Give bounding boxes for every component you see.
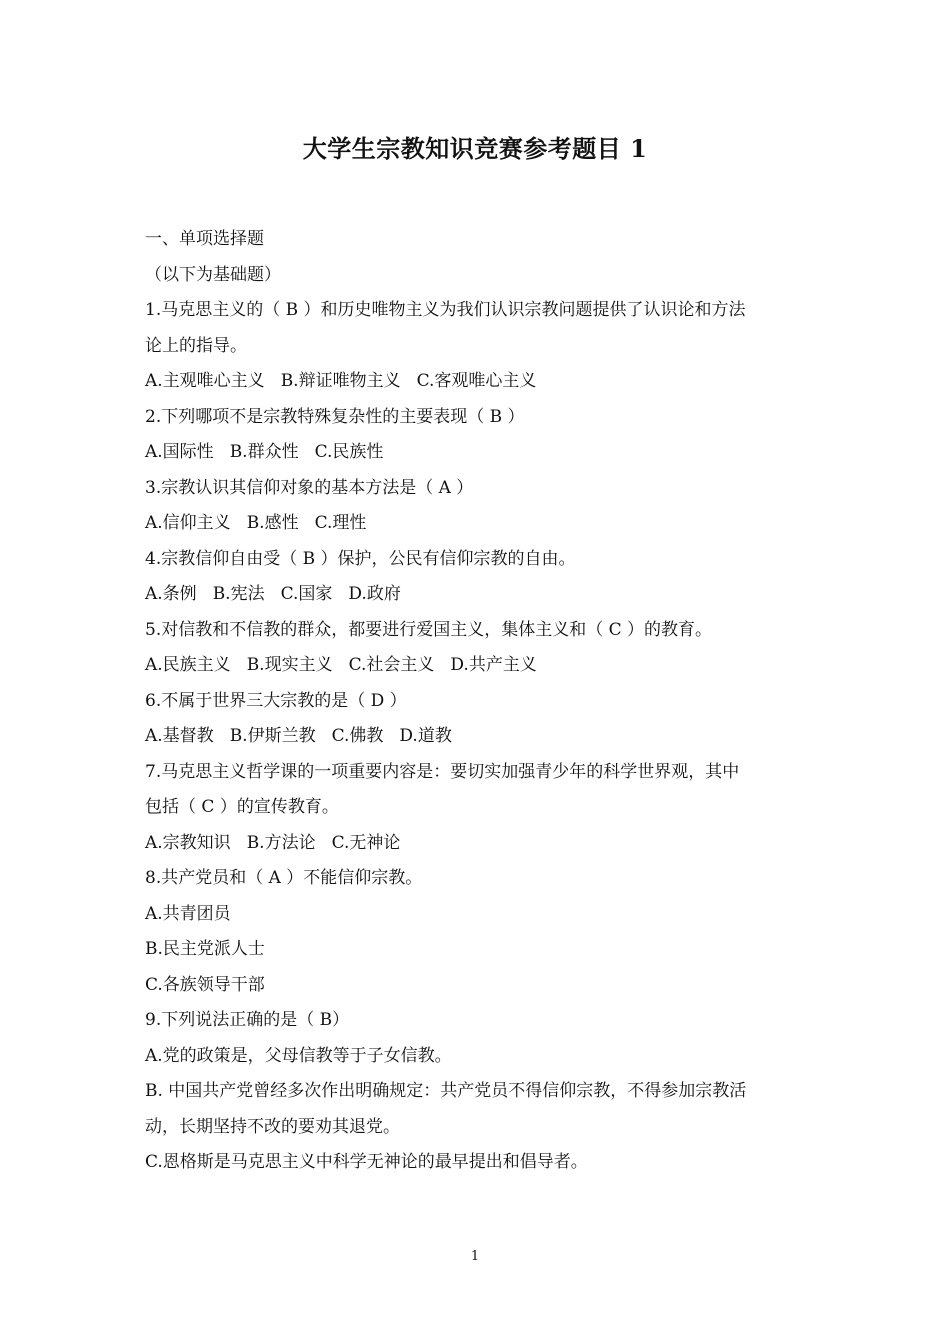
question-2-stem: 2.下列哪项不是宗教特殊复杂性的主要表现（ B ）	[145, 406, 525, 427]
option: A.信仰主义	[145, 513, 231, 533]
question-7-stem-line2: 包括（ C ）的宣传教育。	[145, 797, 339, 817]
question-9-option-b-line2: 动，长期坚持不改的要劝其退党。	[145, 1116, 400, 1137]
option: A.条例	[145, 584, 197, 604]
question-2-options	[145, 435, 810, 471]
option: A.基督教	[145, 726, 214, 746]
question-6-options	[145, 719, 810, 755]
option: C.佛教	[331, 726, 384, 746]
option: A.宗教知识	[145, 832, 231, 853]
section-heading: 一、单项选择题	[145, 229, 264, 249]
subsection-note: （以下为基础题）	[145, 264, 281, 285]
option: B.感性	[246, 513, 299, 533]
question-8-option-c: C.各族领导干部	[145, 974, 265, 995]
option: A.民族主义	[145, 655, 231, 675]
question-5-options	[145, 648, 810, 684]
question-3-stem: 3.宗教认识其信仰对象的基本方法是（ A ）	[145, 477, 474, 498]
question-4-options	[145, 577, 810, 613]
question-9-option-a: A.党的政策是，父母信教等于子女信教。	[145, 1045, 452, 1066]
document-body	[145, 222, 810, 1181]
option: B.现实主义	[246, 655, 333, 675]
option: B.群众性	[229, 442, 299, 462]
option: A.主观唯心主义	[145, 371, 265, 391]
option: C.国家	[280, 584, 333, 604]
option: C.客观唯心主义	[416, 371, 537, 391]
option: B.辩证唯物主义	[280, 371, 401, 391]
question-9-stem: 9.下列说法正确的是（ B）	[145, 1010, 350, 1030]
option: B.宪法	[212, 584, 265, 604]
question-6-stem: 6.不属于世界三大宗教的是（ D ）	[145, 690, 407, 711]
question-7-stem-line1: 7.马克思主义哲学课的一项重要内容是：要切实加强青少年的科学世界观，其中	[145, 761, 740, 782]
question-3-options	[145, 506, 810, 542]
question-8-option-a: A.共青团员	[145, 903, 231, 924]
question-4-stem: 4.宗教信仰自由受（ B ）保护，公民有信仰宗教的自由。	[145, 548, 576, 569]
option: C.无神论	[331, 832, 401, 853]
question-5-stem: 5.对信教和不信教的群众，都要进行爱国主义，集体主义和（ C ）的教育。	[145, 619, 713, 640]
option: D.道教	[399, 726, 452, 746]
option: C.社会主义	[348, 655, 435, 675]
option: A.国际性	[145, 442, 214, 462]
document-title: 大学生宗教知识竞赛参考题目 1	[302, 134, 648, 163]
option: C.理性	[314, 513, 367, 533]
question-1-stem-line2: 论上的指导。	[145, 335, 247, 356]
question-9-option-b-line1: B. 中国共产党曾经多次作出明确规定：共产党员不得信仰宗教，不得参加宗教活	[145, 1081, 747, 1101]
option: C.民族性	[314, 442, 384, 462]
option: D.共产主义	[450, 655, 537, 675]
page-number: 1	[470, 1249, 480, 1264]
question-1-stem-line1: 1.马克思主义的（ B ）和历史唯物主义为我们认识宗教问题提供了认识论和方法	[145, 300, 746, 320]
question-9-option-c: C.恩格斯是马克思主义中科学无神论的最早提出和倡导者。	[145, 1152, 588, 1172]
question-7-options	[145, 826, 810, 862]
question-8-option-b: B.民主党派人士	[145, 939, 265, 959]
question-8-stem: 8.共产党员和（ A ）不能信仰宗教。	[145, 868, 423, 888]
option: B.方法论	[246, 832, 316, 853]
option: B.伊斯兰教	[229, 726, 316, 746]
option: D.政府	[348, 584, 401, 604]
question-1-options	[145, 364, 810, 400]
